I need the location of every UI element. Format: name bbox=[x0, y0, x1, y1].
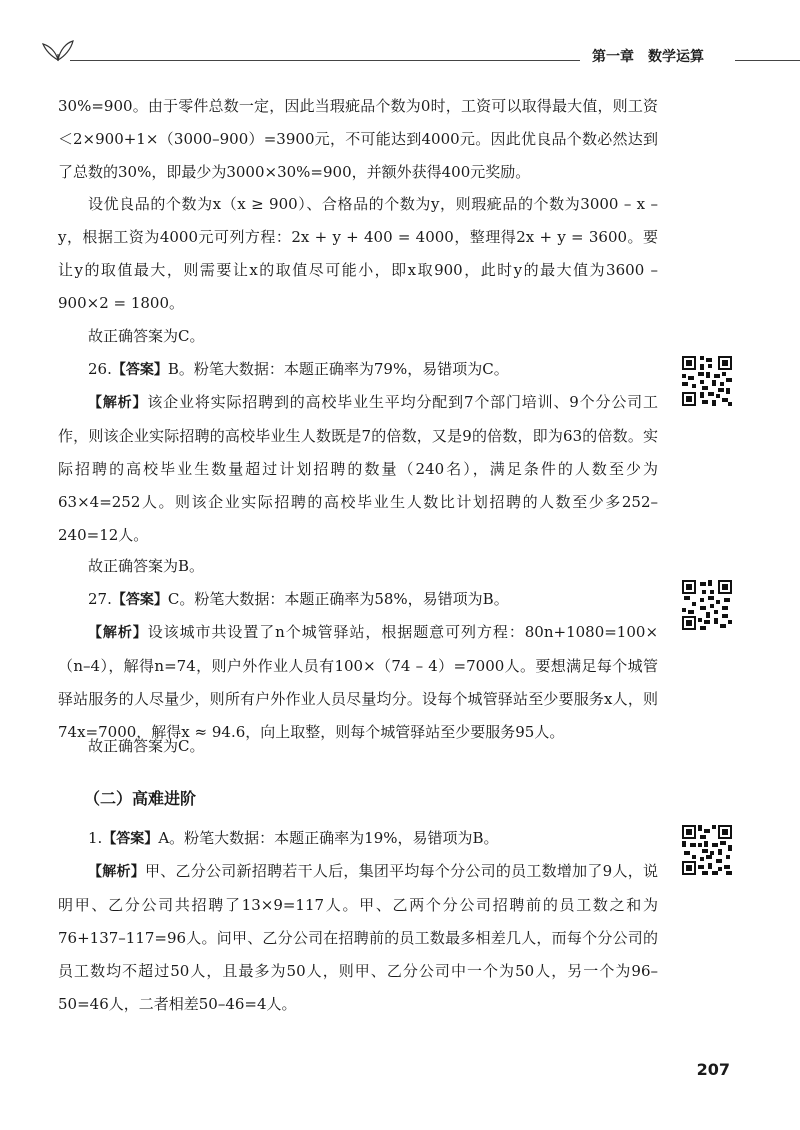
chapter-label bbox=[592, 46, 718, 66]
qr-code-icon[interactable] bbox=[682, 580, 732, 630]
chapter-title: 数学运算 bbox=[648, 49, 704, 65]
analysis-26: 【解析】该企业将实际招聘到的高校毕业生平均分配到7个部门培训、9个分公司工作，则该企业实际招聘的高校毕业生人数既是7的倍数，又是9的倍数，即为63的倍数。实际招聘的高校毕业生数量超过计划招聘的数量（240名），满足条件的人数至少为63×4=252人。则该企业实际招聘的高校毕业生人数比计划招聘的人数至少多252–240=12人。 bbox=[58, 393, 659, 544]
chapter-number: 第一章 bbox=[592, 49, 634, 65]
conclusion-27: 故正确答案为C。 bbox=[88, 737, 205, 755]
analysis-27: 【解析】设该城市共设置了n个城管驿站，根据题意可列方程：80n+1080=100×（n–4），解得n=74，则户外作业人员有100×（74 – 4）=7000人。要想满足每个城管驿站服务的人尽量少，则所有户外作业人员尽量均分。设每个城管驿站至少要服务x人，则74x=7000，解得x ≈ 94.6，向上取整，则每个城管驿站至少要服务95人。 bbox=[58, 623, 659, 741]
answer-26: 26.【答案】B。粉笔大数据：本题正确率为79%，易错项为C。 bbox=[88, 360, 509, 378]
qr-code-icon[interactable] bbox=[682, 356, 732, 406]
analysis-1: 【解析】甲、乙分公司新招聘若干人后，集团平均每个分公司的员工数增加了9人，说明甲、乙分公司共招聘了13×9=117人。甲、乙两个分公司招聘前的员工数之和为76+137–117=96人。问甲、乙分公司在招聘前的员工数最多相差几人，而每个分公司的员工数均不超过50人，且最多为50人，则甲、乙分公司中一个为50人，另一个为96–50=46人，二者相差50–46=4人。 bbox=[58, 862, 658, 1013]
header-rule-right bbox=[735, 60, 800, 61]
conclusion-25: 故正确答案为C。 bbox=[88, 327, 205, 345]
qr-code-icon[interactable] bbox=[682, 825, 732, 875]
page-header bbox=[0, 0, 800, 80]
answer-27: 27.【答案】C。粉笔大数据：本题正确率为58%，易错项为B。 bbox=[88, 590, 509, 608]
section-title: （二）高难进阶 bbox=[84, 789, 197, 808]
header-rule-left bbox=[70, 60, 580, 61]
page-number: 207 bbox=[696, 1060, 730, 1079]
conclusion-26: 故正确答案为B。 bbox=[88, 557, 205, 575]
paragraph-continuation: 30%=900。由于零件总数一定，因此当瑕疵品个数为0时，工资可以取得最大值，则工资＜2×900+1×（3000–900）=3900元，不可能达到4000元。因此优良品个数必然达到了总数的30%，即最少为3000×30%=900，并额外获得400元奖励。 bbox=[58, 97, 658, 181]
answer-1: 1.【答案】A。粉笔大数据：本题正确率为19%，易错项为B。 bbox=[88, 829, 499, 847]
paragraph-equation: 设优良品的个数为x（x ≥ 900）、合格品的个数为y，则瑕疵品的个数为3000 – x – y，根据工资为4000元可列方程：2x + y + 400 = 4000，整理得2x + y = 3600。要让y的取值最大，则需要让x的取值尽可能小，即x取900，此时y的最大值为3600 – 900×2 = 1800。 bbox=[58, 195, 658, 312]
leaf-ornament-icon bbox=[40, 34, 76, 62]
